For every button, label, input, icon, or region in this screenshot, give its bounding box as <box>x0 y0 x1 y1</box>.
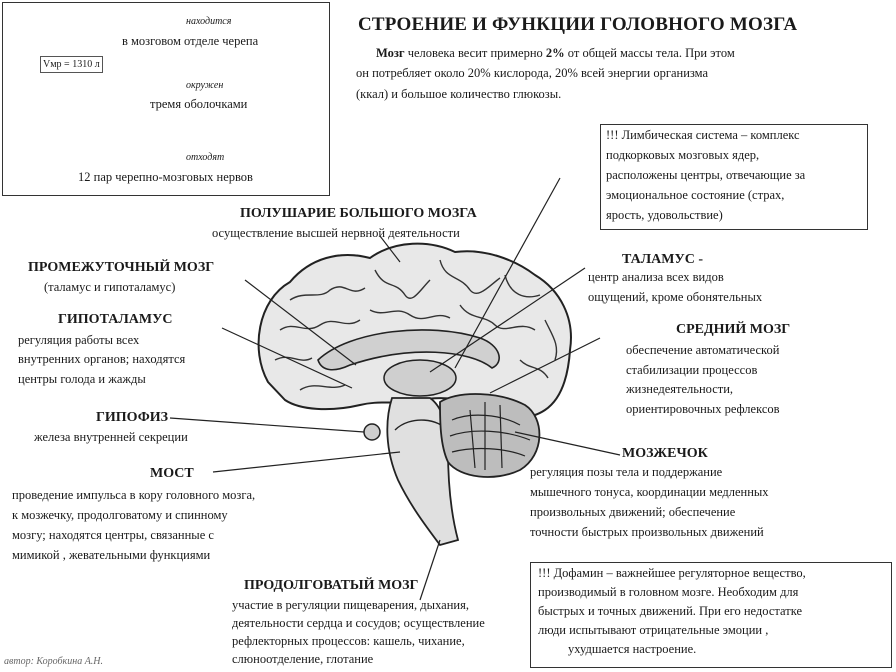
location-meninges: тремя оболочками <box>150 97 248 111</box>
verb-extend: отходят <box>186 152 225 163</box>
medulla-line-2: деятельности сердца и сосудов; осуществление <box>232 616 485 630</box>
location-skull: в мозговом отделе черепа <box>122 34 259 48</box>
dopamine-line-1: !!! Дофамин – важнейшее регуляторное вещество, <box>538 566 806 580</box>
hypothalamus-line-3: центры голода и жажды <box>18 372 146 386</box>
hemisphere-heading: ПОЛУШАРИЕ БОЛЬШОГО МОЗГА <box>240 206 477 221</box>
author-credit: автор: Коробкина А.Н. <box>4 656 104 667</box>
brain-volume-label: Vмр = 1310 л <box>40 56 103 73</box>
hypothalamus-line-1: регуляция работы всех <box>18 333 140 347</box>
cranial-nerves: 12 пар черепно-мозговых нервов <box>78 170 253 184</box>
limbic-line-3: расположены центры, отвечающие за <box>606 168 806 182</box>
intro-line-3: (ккал) и большое количество глюкозы. <box>356 87 562 101</box>
limbic-line-4: эмоциональное состояние (страх, <box>606 188 785 202</box>
pons-line-2: к мозжечку, продолговатому и спинному <box>12 508 228 522</box>
limbic-line-2: подкорковых мозговых ядер, <box>606 148 760 162</box>
pons-line-3: мозгу; находятся центры, связанные с <box>12 528 214 542</box>
midbrain-heading: СРЕДНИЙ МОЗГ <box>676 322 791 337</box>
pons-line-4: мимикой , жевательными функциями <box>12 548 211 562</box>
midbrain-line-1: обеспечение автоматической <box>626 343 780 357</box>
cerebellum-line-2: мышечного тонуса, координации медленных <box>530 485 769 499</box>
thalamus-line-2: ощущений, кроме обонятельных <box>588 290 763 304</box>
cerebellum-line-3: произвольных движений; обеспечение <box>530 505 736 519</box>
pituitary-heading: ГИПОФИЗ <box>96 410 169 425</box>
midbrain-line-2: стабилизации процессов <box>626 363 758 377</box>
intro-percent: 2% <box>545 46 565 60</box>
limbic-line-1: !!! Лимбическая система – комплекс <box>606 128 800 142</box>
pons-heading: МОСТ <box>150 466 194 481</box>
intro-lead: Мозг <box>376 46 405 60</box>
limbic-line-5: ярость, удовольствие) <box>606 208 723 222</box>
page-title: СТРОЕНИЕ И ФУНКЦИИ ГОЛОВНОГО МОЗГА <box>358 14 798 35</box>
thalamus-heading: ТАЛАМУС - <box>622 252 704 267</box>
dopamine-line-4: люди испытывают отрицательные эмоции , <box>538 623 769 637</box>
medulla-line-3: рефлекторных процессов: кашель, чихание, <box>232 634 465 648</box>
verb-surrounded: окружен <box>186 80 224 91</box>
diencephalon-desc: (таламус и гипоталамус) <box>44 280 176 294</box>
verb-located: находится <box>186 16 232 27</box>
intro-text-1: человека весит примерно <box>404 46 546 60</box>
diencephalon-heading: ПРОМЕЖУТОЧНЫЙ МОЗГ <box>28 260 215 275</box>
brain-shape <box>259 244 571 545</box>
hypothalamus-line-2: внутренних органов; находятся <box>18 352 186 366</box>
dopamine-line-2: производимый в головном мозге. Необходим для <box>538 585 799 599</box>
dopamine-line-3: быстрых и точных движений. При его недостатке <box>538 604 803 618</box>
intro-line-2: он потребляет около 20% кислорода, 20% всей энергии организма <box>356 66 709 80</box>
dopamine-line-5: ухудшается настроение. <box>568 642 697 656</box>
thalamus-line-1: центр анализа всех видов <box>588 270 724 284</box>
medulla-line-4: слюноотделение, глотание <box>232 652 374 666</box>
pituitary-desc: железа внутренней секреции <box>34 430 188 444</box>
cerebellum-heading: МОЗЖЕЧОК <box>622 446 708 461</box>
cerebellum-line-1: регуляция позы тела и поддержание <box>530 465 723 479</box>
midbrain-line-4: ориентировочных рефлексов <box>626 402 780 416</box>
midbrain-line-3: жизнедеятельности, <box>626 382 734 396</box>
pons-line-1: проведение импульса в кору головного мозга, <box>12 488 256 502</box>
intro-text-1c: от общей массы тела. При этом <box>564 46 735 60</box>
medulla-heading: ПРОДОЛГОВАТЫЙ МОЗГ <box>244 578 419 593</box>
medulla-line-1: участие в регуляции пищеварения, дыхания, <box>232 598 469 612</box>
hemisphere-desc: осуществление высшей нервной деятельности <box>212 226 460 240</box>
hypothalamus-heading: ГИПОТАЛАМУС <box>58 312 173 327</box>
intro-line-1 <box>376 46 735 61</box>
cerebellum-line-4: точности быстрых произвольных движений <box>530 525 764 539</box>
